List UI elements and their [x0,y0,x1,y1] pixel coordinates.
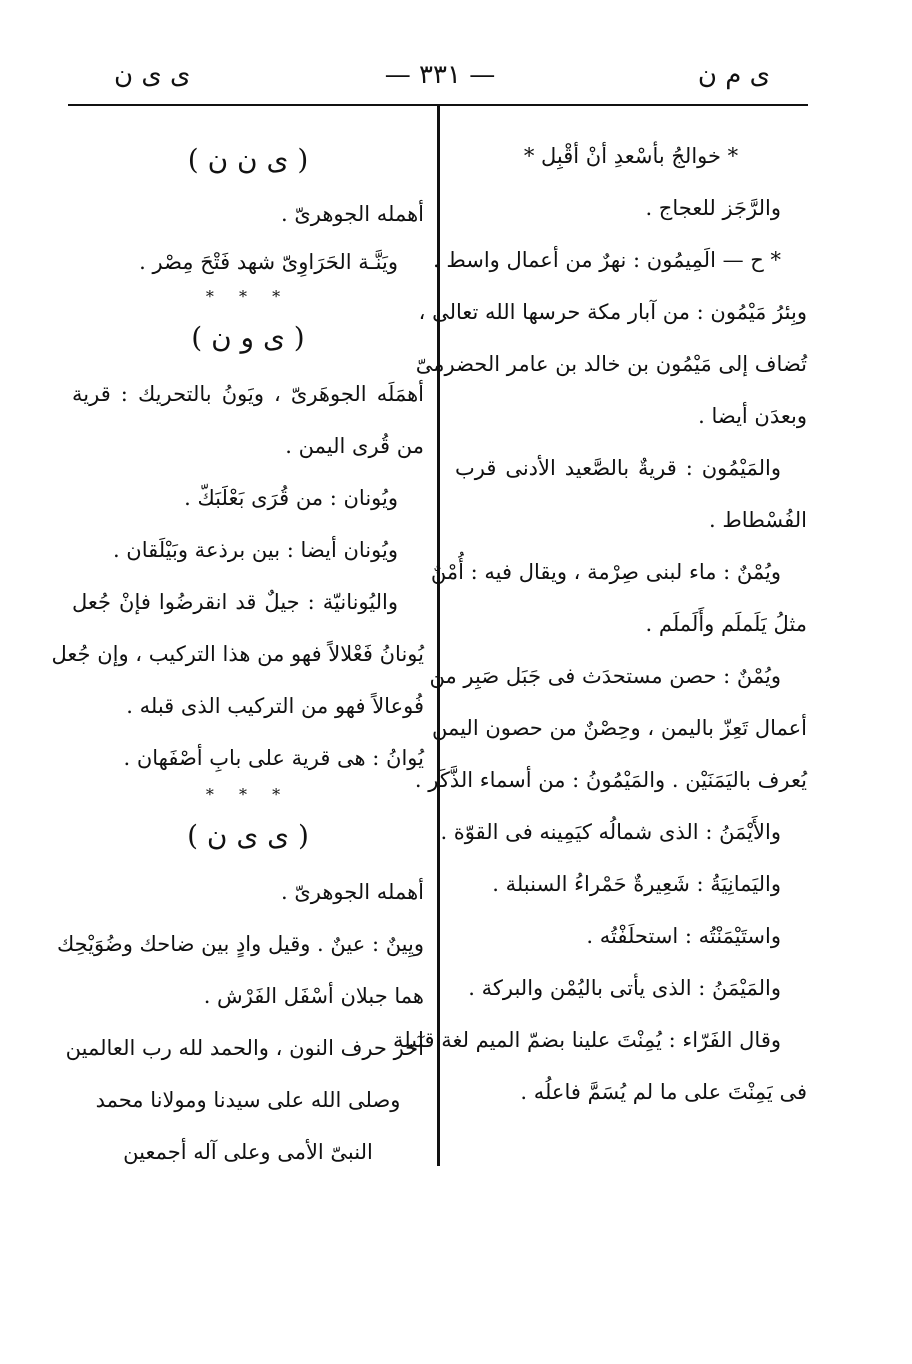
text-line: ويُونان : من قُرَى بَعْلَبَكّ . [184,486,398,510]
text-line: واليُونانيّة : جيلٌ قد انقرضُوا فإنْ جُعل [72,590,398,614]
verse-line: * خوالجُ بأسْعدِ أنْ أقْبِل * [523,144,739,168]
text-line: واستَيْمَنْتُه : استحلَفْتُه . [586,924,781,948]
closing-line: وصلى الله على سيدنا ومولانا محمد [95,1088,401,1112]
text-line: وقال الفَرّاء : يُمِنْتَ علينا بضمّ الميم لغة قليلة [392,1028,781,1052]
text-line: تُضاف إلى مَيْمُون بن خالد بن عامر الحضرمىّ [415,352,807,376]
text-line: والرَّجَز للعجاج . [645,196,781,220]
text-line: أهمله الجوهرىّ . [280,880,424,904]
entry-heading: ( ى ن ن ) [187,143,309,176]
page-number: — ٣٣١ — [384,60,496,90]
text-line: * ح — الَمِيمُون : نهرٌ من أعمال واسط . [432,248,781,272]
text-line: أهمَلَه الجوهَرىّ ، ويَونُ بالتحريك : قرية [72,382,424,406]
text-line: يُوانُ : هى قرية على بابِ أصْفَهان . [123,746,424,770]
text-line: أهمله الجوهرىّ . [280,202,424,226]
header-root-right: ى م ن [697,60,770,90]
text-line: فُوعالاً فهو من التركيب الذى قبله . [126,694,424,718]
section-separator: * * * [205,287,291,306]
text-line: والأَيْمَنُ : الذى شمالُه كيَمِينه فى القوّة . [440,820,781,844]
header-root-left: ى ى ن [114,60,191,90]
text-line: والمَيْمَنُ : الذى يأتى باليُمْن والبركة . [468,976,781,1000]
text-line: من قُرى اليمن . [285,434,424,458]
text-line: ويُمْنٌ : حصن مستحدَث فى جَبَل صَبِر من [429,664,781,688]
entry-heading: ( ى و ن ) [191,321,305,354]
closing-line: آخر حرف النون ، والحمد لله رب العالمين [65,1036,424,1060]
text-line: ويِينٌ : عينٌ . وقيل وادٍ بين ضاحك وضُوَيْحِك [56,932,424,956]
text-line: مثلُ يَلَملَم وأَلَملَم . [645,612,807,636]
page-header [70,60,810,100]
right-column [392,130,807,1118]
text-line: ويَنَّـة الحَرَاوِىّ شهد فَتْحَ مِصْر . [139,250,398,274]
text-line: أعمال تَعِزّ باليمن ، وحِصْنٌ من حصون اليمن [431,716,807,740]
text-line: وبِئرُ مَيْمُون : من آبار مكة حرسها الله تعالى ، [418,300,807,324]
text-line: ويُمْنٌ : ماء لبنى صِرْمة ، ويقال فيه : أُمْنٌ [430,560,781,584]
text-line: والمَيْمُون : قريةٌ بالصَّعيد الأدنى قرب [455,456,781,480]
left-column [51,130,424,1178]
text-line: يُونانُ فَعْلالاً فهو من هذا التركيب ، وإن جُعل [51,642,424,666]
text-line: وبعدَن أيضا . [698,404,807,428]
entry-heading: ( ى ى ن ) [187,819,309,852]
text-line: ويُونان أيضا : بين برذعة وبَيْلَقان . [112,538,398,562]
text-line: واليَمانِيَةُ : شَعِيرةٌ حَمْراءُ السنبلة . [492,872,781,896]
text-line: يُعرف باليَمَنَيْن . والمَيْمُونُ : من أسماء الذَّكَر . [414,768,807,792]
closing-line: النبىّ الأمى وعلى آله أجمعين [123,1140,373,1164]
section-separator: * * * [205,785,291,804]
text-line: الفُسْطاط . [709,508,807,532]
text-line: هما جبلان أسْفَل الفَرْش . [203,984,424,1008]
text-line: فى يَمِنْتَ على ما لم يُسَمَّ فاعلُه . [520,1080,807,1104]
